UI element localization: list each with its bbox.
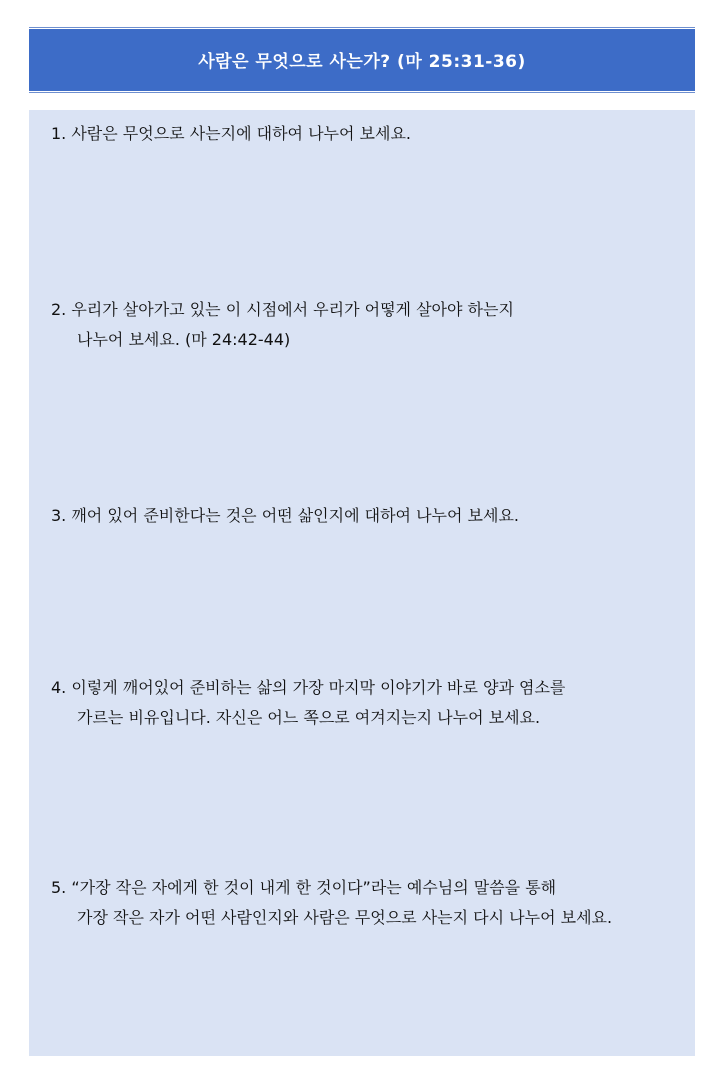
question-5: [51, 873, 681, 933]
question-3: [51, 501, 681, 531]
question-5-line-1: 5. “가장 작은 자에게 한 것이 내게 한 것이다”라는 예수님의 말씀을 통해: [51, 878, 557, 897]
question-4: [51, 673, 681, 733]
question-4-line-2: 가르는 비유입니다. 자신은 어느 쪽으로 여겨지는지 나누어 보세요.: [77, 708, 541, 727]
questions-panel: [29, 110, 695, 1056]
question-3-line-1: 3. 깨어 있어 준비한다는 것은 어떤 삶인지에 대하여 나누어 보세요.: [51, 506, 519, 525]
question-2: [51, 295, 681, 355]
question-1-line-1: 1. 사람은 무엇으로 사는지에 대하여 나누어 보세요.: [51, 124, 411, 143]
question-2-line-1: 2. 우리가 살아가고 있는 이 시점에서 우리가 어떻게 살아야 하는지: [51, 300, 514, 319]
title-bar: [29, 27, 695, 93]
question-1: [51, 119, 681, 149]
question-5-line-2: 가장 작은 자가 어떤 사람인지와 사람은 무엇으로 사는지 다시 나누어 보세요.: [77, 908, 613, 927]
page-title: 사람은 무엇으로 사는가? (마 25:31-36): [198, 51, 526, 72]
question-4-line-1: 4. 이렇게 깨어있어 준비하는 삶의 가장 마지막 이야기가 바로 양과 염소를: [51, 678, 566, 697]
question-2-line-2: 나누어 보세요. (마 24:42-44): [77, 330, 291, 349]
